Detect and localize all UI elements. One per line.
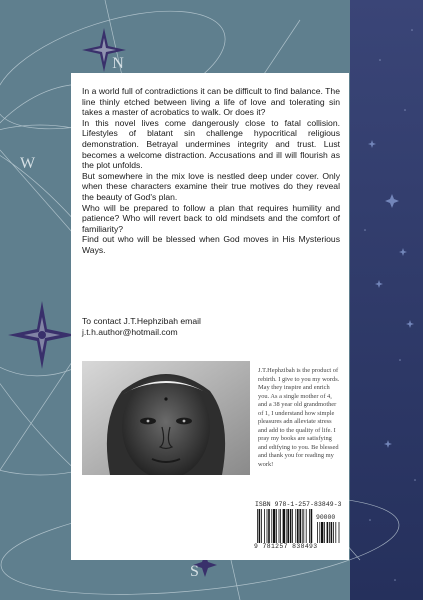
right-strip: [350, 0, 423, 600]
barcode-bar: [339, 522, 340, 543]
barcode-bar: [331, 522, 333, 543]
blurb-paragraph: Find out who will be blessed when God moves in His Mysterious Ways.: [82, 234, 340, 255]
barcode-bar: [273, 509, 275, 543]
author-contact: [82, 316, 282, 338]
book-blurb: [82, 86, 340, 256]
compass-letter-west: W: [20, 155, 36, 172]
isbn-label: ISBN 978-1-257-83849-3: [255, 501, 342, 508]
barcode-number: 9 781257 838493: [254, 543, 318, 550]
barcode-bar: [264, 509, 265, 543]
compass-letter-south: S: [190, 563, 199, 580]
price-code: 90000: [316, 514, 336, 521]
barcode-bar: [321, 522, 323, 543]
barcode-bar: [324, 522, 325, 543]
barcode-bar: [309, 509, 310, 543]
barcode-bar: [295, 509, 296, 543]
barcode-bar: [319, 522, 320, 543]
barcode-bar: [306, 509, 307, 543]
barcode-bar: [335, 522, 336, 543]
barcode-bar: [299, 509, 301, 543]
barcode-bar: [290, 509, 292, 543]
barcode-bar: [280, 509, 281, 543]
barcode-bar: [286, 509, 287, 543]
barcode-bar: [271, 509, 272, 543]
barcode-bar: [287, 509, 289, 543]
barcode-bar: [261, 509, 262, 543]
author-photo: [82, 361, 250, 475]
barcode-bar: [276, 509, 277, 543]
barcode-bar: [259, 509, 261, 543]
blurb-paragraph: In a world full of contradictions it can be difficult to find balance. The line thinly etched between living a life of love and tolerating sin takes a master of acrobatics to walk. Or does it?: [82, 86, 340, 118]
blurb-paragraph: In this novel lives come dangerously close to fatal collision. Lifestyles of blatant sin challenge hypocritical religious demonstration. Betrayal undermines integrity and trust. Lust becomes a welcome distraction. Accusations and ill will flourish as the plot unfolds.: [82, 117, 340, 171]
barcode-bar: [268, 509, 270, 543]
barcode-bar: [297, 509, 299, 543]
barcode-bar: [267, 509, 268, 543]
barcode-bar: [292, 509, 293, 543]
barcode-bar: [279, 509, 280, 543]
barcode-bar: [257, 509, 258, 543]
barcode-bar: [302, 509, 303, 543]
barcode-bar: [317, 522, 318, 543]
barcode-bar: [311, 509, 313, 543]
barcode-bar: [329, 522, 330, 543]
barcode-bar: [283, 509, 285, 543]
author-bio: J.T.Hephzibah is the product of rebirth. I give to you my words. May they inspire and enrich you. As a single mother of 4, and a 38 year old grandmother of 1, I understand how simple pleasures adn alleviate stress and add to the quality of life. I pray my books are satisfying and edifying to you. Be blessed and thank you for reading my work!: [258, 367, 340, 468]
barcode-bar: [327, 522, 329, 543]
barcode-bar: [333, 522, 334, 543]
blurb-paragraph: Who will be prepared to follow a plan that requires humility and patience? Who will revert back to old mindsets and the comfort of familiarity?: [82, 202, 340, 234]
contact-line: To contact J.T.Hephzibah email: [82, 316, 201, 326]
barcode-bar: [303, 509, 304, 543]
blurb-paragraph: But somewhere in the mix love is nestled deep under cover. Only when these characters examine their true motives do they reveal the beauty of God's plan.: [82, 170, 340, 202]
compass-letter-north: N: [112, 55, 124, 72]
contact-email[interactable]: j.t.h.author@hotmail.com: [82, 327, 178, 337]
